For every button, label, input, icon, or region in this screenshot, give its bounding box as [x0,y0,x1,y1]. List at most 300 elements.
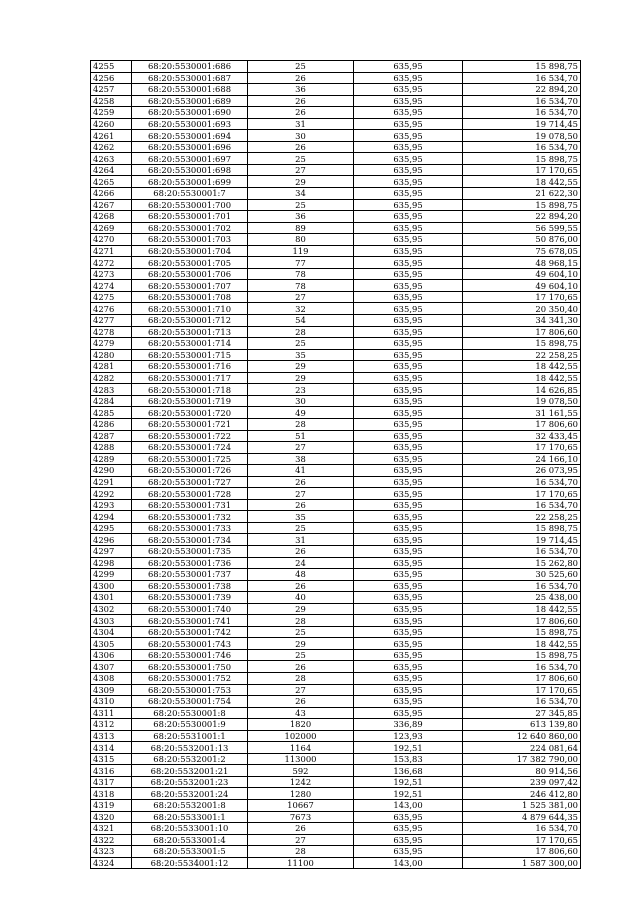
cadastral-value-cell: 17 806,60 [463,846,581,858]
specific-value-cell: 635,95 [354,338,463,350]
specific-value-cell: 635,95 [354,418,463,430]
row-number-cell: 4283 [91,384,132,396]
cadastral-value-cell: 17 382 790,00 [463,753,581,765]
table-row [91,626,581,638]
cadastral-value-cell: 17 170,65 [463,488,581,500]
area-cell: 11100 [248,857,354,869]
cadastral-number-cell: 68:20:5530001:733 [132,522,248,534]
row-number-cell: 4300 [91,580,132,592]
specific-value-cell: 635,95 [354,395,463,407]
specific-value-cell: 136,68 [354,765,463,777]
row-number-cell: 4317 [91,776,132,788]
row-number-cell: 4299 [91,569,132,581]
cadastral-number-cell: 68:20:5530001:753 [132,684,248,696]
cadastral-value-cell: 19 078,50 [463,130,581,142]
row-number-cell: 4304 [91,626,132,638]
area-cell: 27 [248,684,354,696]
row-number-cell: 4257 [91,84,132,96]
cadastral-number-cell: 68:20:5530001:708 [132,291,248,303]
specific-value-cell: 635,95 [354,592,463,604]
table-row [91,234,581,246]
table-row [91,222,581,234]
table-row [91,846,581,858]
area-cell: 43 [248,707,354,719]
specific-value-cell: 635,95 [354,72,463,84]
cadastral-value-cell: 25 438,00 [463,592,581,604]
specific-value-cell: 635,95 [354,372,463,384]
table-row [91,349,581,361]
table-row [91,384,581,396]
specific-value-cell: 635,95 [354,222,463,234]
cadastral-value-cell: 16 534,70 [463,580,581,592]
table-row [91,199,581,211]
specific-value-cell: 635,95 [354,823,463,835]
cadastral-value-cell: 17 170,65 [463,291,581,303]
area-cell: 40 [248,592,354,604]
specific-value-cell: 635,95 [354,534,463,546]
specific-value-cell: 635,95 [354,442,463,454]
cadastral-number-cell: 68:20:5530001:738 [132,580,248,592]
cadastral-number-cell: 68:20:5530001:717 [132,372,248,384]
row-number-cell: 4315 [91,753,132,765]
cadastral-value-table [90,60,581,869]
cadastral-number-cell: 68:20:5530001:698 [132,164,248,176]
row-number-cell: 4274 [91,280,132,292]
cadastral-value-cell: 17 806,60 [463,326,581,338]
cadastral-number-cell: 68:20:5530001:720 [132,407,248,419]
area-cell: 27 [248,291,354,303]
specific-value-cell: 635,95 [354,164,463,176]
row-number-cell: 4303 [91,615,132,627]
cadastral-value-cell: 17 170,65 [463,684,581,696]
specific-value-cell: 635,95 [354,61,463,73]
cadastral-value-cell: 15 898,75 [463,522,581,534]
row-number-cell: 4301 [91,592,132,604]
cadastral-value-cell: 613 139,80 [463,719,581,731]
row-number-cell: 4277 [91,315,132,327]
cadastral-number-cell: 68:20:5530001:725 [132,453,248,465]
row-number-cell: 4279 [91,338,132,350]
row-number-cell: 4275 [91,291,132,303]
area-cell: 25 [248,61,354,73]
cadastral-number-cell: 68:20:5530001:688 [132,84,248,96]
specific-value-cell: 635,95 [354,245,463,257]
specific-value-cell: 635,95 [354,130,463,142]
specific-value-cell: 635,95 [354,638,463,650]
row-number-cell: 4297 [91,545,132,557]
cadastral-value-cell: 15 898,75 [463,338,581,350]
area-cell: 34 [248,188,354,200]
cadastral-number-cell: 68:20:5530001:686 [132,61,248,73]
table-row [91,442,581,454]
cadastral-value-cell: 18 442,55 [463,176,581,188]
cadastral-number-cell: 68:20:5530001:700 [132,199,248,211]
cadastral-number-cell: 68:20:5530001:696 [132,141,248,153]
cadastral-number-cell: 68:20:5530001:697 [132,153,248,165]
area-cell: 26 [248,95,354,107]
cadastral-number-cell: 68:20:5530001:728 [132,488,248,500]
area-cell: 38 [248,453,354,465]
cadastral-number-cell: 68:20:5530001:727 [132,476,248,488]
cadastral-value-cell: 16 534,70 [463,72,581,84]
table-row [91,788,581,800]
area-cell: 26 [248,72,354,84]
table-row [91,823,581,835]
specific-value-cell: 635,95 [354,522,463,534]
cadastral-value-cell: 48 968,15 [463,257,581,269]
table-row [91,857,581,869]
cadastral-number-cell: 68:20:5530001:693 [132,118,248,130]
area-cell: 28 [248,672,354,684]
specific-value-cell: 635,95 [354,488,463,500]
cadastral-value-cell: 50 876,00 [463,234,581,246]
cadastral-number-cell: 68:20:5530001:739 [132,592,248,604]
row-number-cell: 4280 [91,349,132,361]
area-cell: 28 [248,418,354,430]
cadastral-value-cell: 19 714,45 [463,118,581,130]
cadastral-number-cell: 68:20:5530001:741 [132,615,248,627]
specific-value-cell: 635,95 [354,661,463,673]
area-cell: 27 [248,164,354,176]
specific-value-cell: 635,95 [354,84,463,96]
table-row [91,338,581,350]
table-row [91,776,581,788]
cadastral-number-cell: 68:20:5532001:13 [132,742,248,754]
table-row [91,268,581,280]
area-cell: 10667 [248,800,354,812]
specific-value-cell: 635,95 [354,211,463,223]
area-cell: 41 [248,465,354,477]
specific-value-cell: 635,95 [354,107,463,119]
table-row [91,245,581,257]
table-row [91,280,581,292]
cadastral-value-cell: 31 161,55 [463,407,581,419]
row-number-cell: 4321 [91,823,132,835]
specific-value-cell: 635,95 [354,453,463,465]
cadastral-value-cell: 17 806,60 [463,418,581,430]
cadastral-number-cell: 68:20:5533001:10 [132,823,248,835]
table-row [91,811,581,823]
table-row [91,84,581,96]
table-row [91,153,581,165]
table-row [91,141,581,153]
specific-value-cell: 635,95 [354,557,463,569]
row-number-cell: 4281 [91,361,132,373]
area-cell: 51 [248,430,354,442]
cadastral-number-cell: 68:20:5530001:8 [132,707,248,719]
table-row [91,361,581,373]
cadastral-value-cell: 16 534,70 [463,141,581,153]
cadastral-number-cell: 68:20:5530001:722 [132,430,248,442]
area-cell: 25 [248,522,354,534]
specific-value-cell: 192,51 [354,742,463,754]
table-body [91,61,581,869]
cadastral-value-cell: 16 534,70 [463,107,581,119]
row-number-cell: 4296 [91,534,132,546]
specific-value-cell: 635,95 [354,811,463,823]
area-cell: 29 [248,176,354,188]
cadastral-value-cell: 16 534,70 [463,476,581,488]
cadastral-number-cell: 68:20:5532001:2 [132,753,248,765]
area-cell: 35 [248,511,354,523]
row-number-cell: 4314 [91,742,132,754]
cadastral-value-cell: 15 898,75 [463,153,581,165]
cadastral-number-cell: 68:20:5530001:706 [132,268,248,280]
table-row [91,130,581,142]
area-cell: 30 [248,395,354,407]
cadastral-value-cell: 16 534,70 [463,696,581,708]
cadastral-number-cell: 68:20:5531001:1 [132,730,248,742]
cadastral-value-cell: 17 170,65 [463,164,581,176]
cadastral-value-cell: 15 262,80 [463,557,581,569]
row-number-cell: 4294 [91,511,132,523]
table-row [91,476,581,488]
area-cell: 27 [248,442,354,454]
row-number-cell: 4292 [91,488,132,500]
cadastral-value-cell: 16 534,70 [463,499,581,511]
area-cell: 78 [248,280,354,292]
table-row [91,465,581,477]
table-row [91,719,581,731]
specific-value-cell: 635,95 [354,499,463,511]
area-cell: 54 [248,315,354,327]
cadastral-value-cell: 17 170,65 [463,442,581,454]
row-number-cell: 4309 [91,684,132,696]
row-number-cell: 4256 [91,72,132,84]
area-cell: 29 [248,638,354,650]
area-cell: 592 [248,765,354,777]
specific-value-cell: 635,95 [354,234,463,246]
row-number-cell: 4268 [91,211,132,223]
cadastral-value-cell: 17 806,60 [463,672,581,684]
cadastral-value-cell: 22 894,20 [463,211,581,223]
row-number-cell: 4272 [91,257,132,269]
row-number-cell: 4324 [91,857,132,869]
row-number-cell: 4278 [91,326,132,338]
cadastral-number-cell: 68:20:5530001:703 [132,234,248,246]
cadastral-value-cell: 30 525,60 [463,569,581,581]
specific-value-cell: 635,95 [354,707,463,719]
cadastral-value-cell: 56 599,55 [463,222,581,234]
specific-value-cell: 635,95 [354,361,463,373]
cadastral-number-cell: 68:20:5530001:736 [132,557,248,569]
specific-value-cell: 635,95 [354,188,463,200]
table-row [91,834,581,846]
area-cell: 26 [248,499,354,511]
specific-value-cell: 635,95 [354,430,463,442]
table-row [91,326,581,338]
area-cell: 113000 [248,753,354,765]
table-row [91,522,581,534]
row-number-cell: 4305 [91,638,132,650]
cadastral-number-cell: 68:20:5530001:721 [132,418,248,430]
row-number-cell: 4295 [91,522,132,534]
specific-value-cell: 635,95 [354,672,463,684]
area-cell: 26 [248,476,354,488]
cadastral-value-cell: 16 534,70 [463,95,581,107]
row-number-cell: 4264 [91,164,132,176]
row-number-cell: 4282 [91,372,132,384]
area-cell: 1242 [248,776,354,788]
row-number-cell: 4312 [91,719,132,731]
cadastral-value-cell: 15 898,75 [463,649,581,661]
area-cell: 31 [248,118,354,130]
table-row [91,649,581,661]
cadastral-number-cell: 68:20:5530001:719 [132,395,248,407]
table-row [91,315,581,327]
cadastral-value-cell: 16 534,70 [463,545,581,557]
row-number-cell: 4306 [91,649,132,661]
table-row [91,211,581,223]
specific-value-cell: 635,95 [354,315,463,327]
row-number-cell: 4270 [91,234,132,246]
cadastral-number-cell: 68:20:5530001:9 [132,719,248,731]
area-cell: 29 [248,603,354,615]
cadastral-number-cell: 68:20:5530001:742 [132,626,248,638]
cadastral-value-cell: 14 626,85 [463,384,581,396]
table-row [91,407,581,419]
cadastral-value-cell: 15 898,75 [463,199,581,211]
cadastral-number-cell: 68:20:5530001:705 [132,257,248,269]
cadastral-value-cell: 18 442,55 [463,372,581,384]
area-cell: 26 [248,141,354,153]
cadastral-number-cell: 68:20:5530001:687 [132,72,248,84]
specific-value-cell: 192,51 [354,776,463,788]
cadastral-number-cell: 68:20:5530001:712 [132,315,248,327]
cadastral-value-cell: 15 898,75 [463,61,581,73]
cadastral-number-cell: 68:20:5532001:21 [132,765,248,777]
table-row [91,118,581,130]
table-row [91,684,581,696]
cadastral-value-cell: 17 170,65 [463,834,581,846]
table-row [91,569,581,581]
area-cell: 25 [248,199,354,211]
area-cell: 35 [248,349,354,361]
area-cell: 36 [248,211,354,223]
area-cell: 29 [248,361,354,373]
specific-value-cell: 192,51 [354,788,463,800]
cadastral-number-cell: 68:20:5530001:690 [132,107,248,119]
area-cell: 77 [248,257,354,269]
row-number-cell: 4320 [91,811,132,823]
table-row [91,61,581,73]
row-number-cell: 4311 [91,707,132,719]
cadastral-number-cell: 68:20:5530001:716 [132,361,248,373]
row-number-cell: 4316 [91,765,132,777]
row-number-cell: 4263 [91,153,132,165]
row-number-cell: 4260 [91,118,132,130]
table-row [91,534,581,546]
cadastral-number-cell: 68:20:5530001:737 [132,569,248,581]
specific-value-cell: 635,95 [354,349,463,361]
row-number-cell: 4308 [91,672,132,684]
row-number-cell: 4310 [91,696,132,708]
area-cell: 27 [248,834,354,846]
cadastral-number-cell: 68:20:5534001:12 [132,857,248,869]
cadastral-value-cell: 49 604,10 [463,280,581,292]
table-row [91,638,581,650]
area-cell: 1820 [248,719,354,731]
area-cell: 26 [248,107,354,119]
specific-value-cell: 635,95 [354,153,463,165]
cadastral-value-cell: 12 640 860,00 [463,730,581,742]
cadastral-number-cell: 68:20:5530001:726 [132,465,248,477]
cadastral-number-cell: 68:20:5532001:24 [132,788,248,800]
row-number-cell: 4291 [91,476,132,488]
table-row [91,395,581,407]
specific-value-cell: 123,93 [354,730,463,742]
cadastral-number-cell: 68:20:5532001:8 [132,800,248,812]
specific-value-cell: 635,95 [354,615,463,627]
specific-value-cell: 635,95 [354,407,463,419]
table-row [91,303,581,315]
row-number-cell: 4298 [91,557,132,569]
row-number-cell: 4265 [91,176,132,188]
row-number-cell: 4267 [91,199,132,211]
area-cell: 30 [248,130,354,142]
area-cell: 25 [248,649,354,661]
cadastral-number-cell: 68:20:5533001:4 [132,834,248,846]
cadastral-number-cell: 68:20:5533001:5 [132,846,248,858]
cadastral-number-cell: 68:20:5530001:754 [132,696,248,708]
area-cell: 89 [248,222,354,234]
cadastral-value-cell: 20 350,40 [463,303,581,315]
table-row [91,511,581,523]
row-number-cell: 4302 [91,603,132,615]
table-row [91,800,581,812]
area-cell: 78 [248,268,354,280]
area-cell: 1164 [248,742,354,754]
row-number-cell: 4318 [91,788,132,800]
specific-value-cell: 635,95 [354,545,463,557]
table-row [91,742,581,754]
area-cell: 26 [248,823,354,835]
table-row [91,107,581,119]
cadastral-number-cell: 68:20:5530001:714 [132,338,248,350]
cadastral-value-cell: 26 073,95 [463,465,581,477]
table-row [91,499,581,511]
cadastral-number-cell: 68:20:5530001:707 [132,280,248,292]
cadastral-value-cell: 18 442,55 [463,361,581,373]
cadastral-value-cell: 15 898,75 [463,626,581,638]
row-number-cell: 4271 [91,245,132,257]
area-cell: 27 [248,488,354,500]
cadastral-value-cell: 32 433,45 [463,430,581,442]
row-number-cell: 4255 [91,61,132,73]
row-number-cell: 4284 [91,395,132,407]
cadastral-value-cell: 18 442,55 [463,603,581,615]
specific-value-cell: 336,89 [354,719,463,731]
row-number-cell: 4307 [91,661,132,673]
cadastral-value-cell: 224 081,64 [463,742,581,754]
row-number-cell: 4323 [91,846,132,858]
specific-value-cell: 635,95 [354,476,463,488]
area-cell: 25 [248,153,354,165]
specific-value-cell: 635,95 [354,141,463,153]
specific-value-cell: 635,95 [354,176,463,188]
cadastral-number-cell: 68:20:5530001:743 [132,638,248,650]
row-number-cell: 4286 [91,418,132,430]
row-number-cell: 4261 [91,130,132,142]
cadastral-value-cell: 4 879 644,35 [463,811,581,823]
specific-value-cell: 635,95 [354,846,463,858]
specific-value-cell: 635,95 [354,511,463,523]
specific-value-cell: 635,95 [354,291,463,303]
row-number-cell: 4273 [91,268,132,280]
cadastral-value-cell: 34 341,30 [463,315,581,327]
cadastral-value-cell: 22 894,20 [463,84,581,96]
area-cell: 32 [248,303,354,315]
